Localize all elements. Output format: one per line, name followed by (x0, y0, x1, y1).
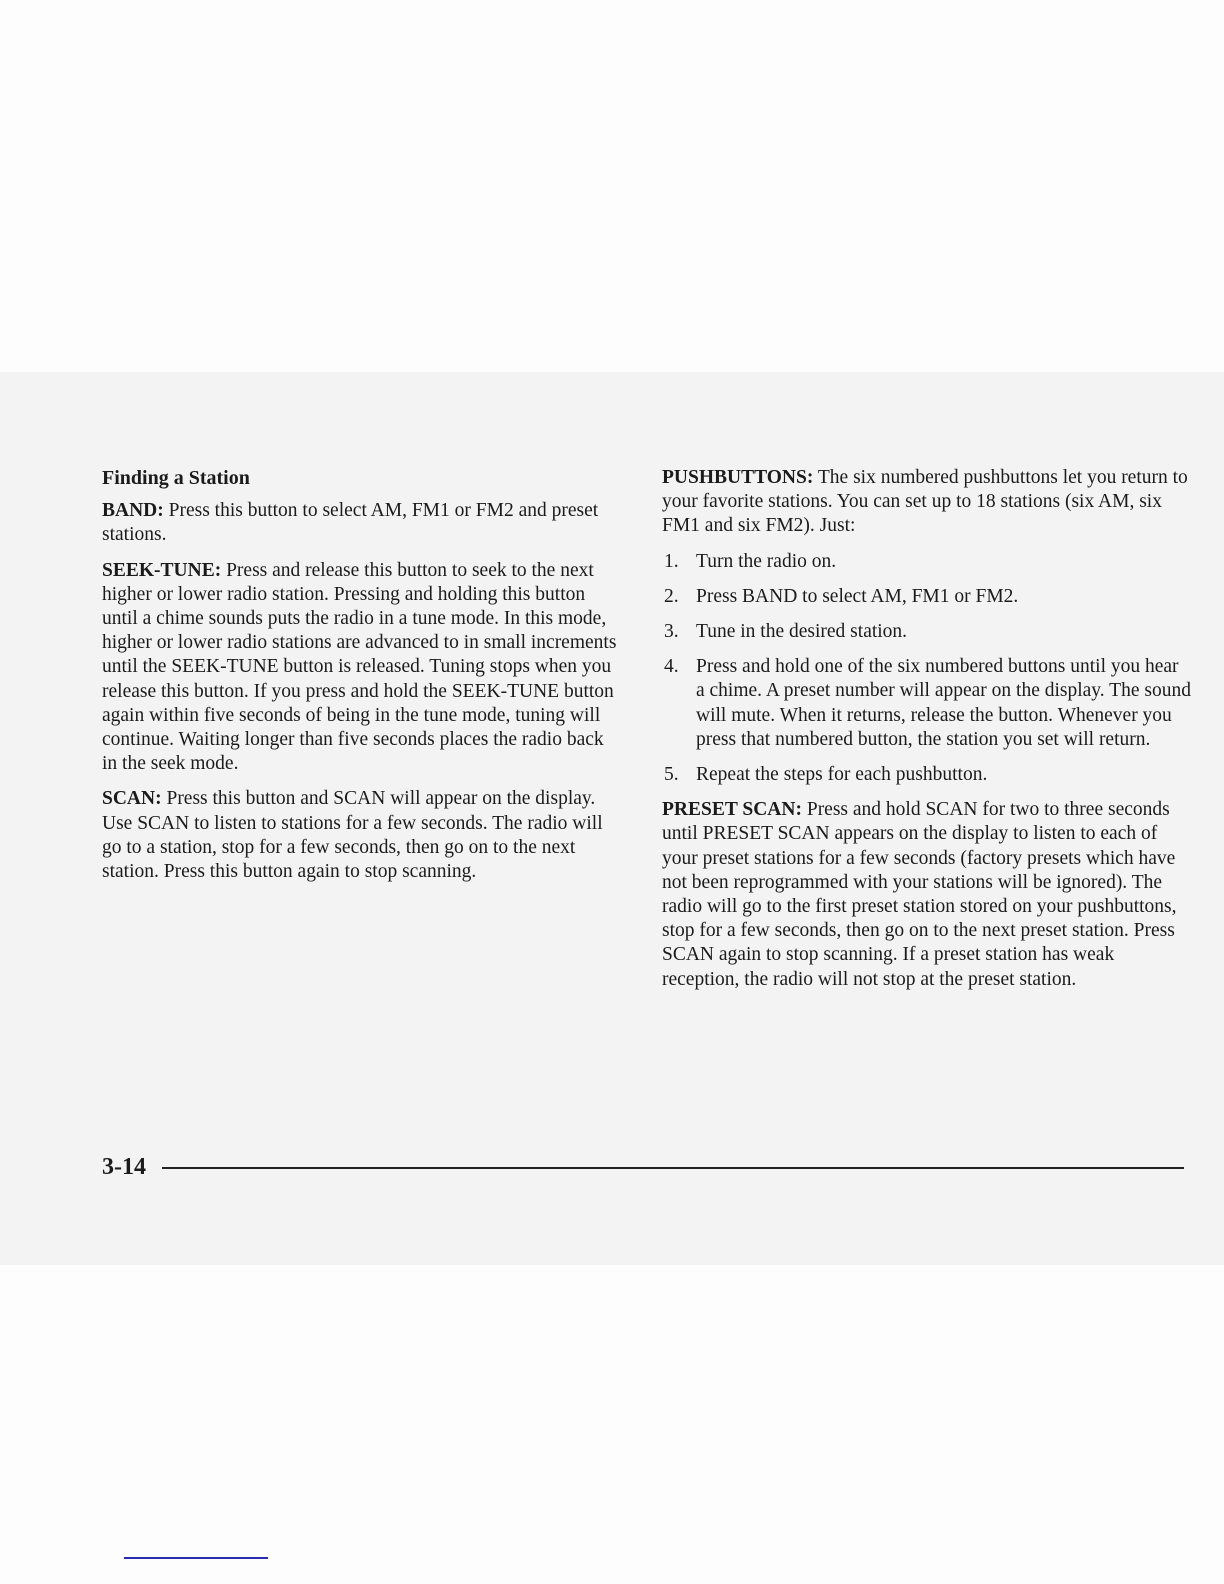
steps-list (662, 550, 1192, 788)
preset-scan-text: Press and hold SCAN for two to three seconds until PRESET SCAN appears on the display to listen to each of your preset stations for a few seconds (factory presets which have not been reprogrammed with your stations will be ignored). The radio will go to the first preset station stored on your pushbuttons, stop for a few seconds, then go on to the next preset station. Press SCAN again to stop scanning. If a preset station has weak reception, the radio will not stop at the preset station. (662, 799, 1177, 990)
scan-label: SCAN: (102, 788, 162, 810)
scan-paragraph (102, 787, 622, 884)
step-number: 3. (664, 621, 679, 643)
band-paragraph (102, 499, 622, 547)
list-item (662, 550, 1192, 574)
list-item (662, 585, 1192, 609)
footer-rule (162, 1167, 1184, 1169)
step-text: Turn the radio on. (696, 550, 837, 572)
step-text: Press BAND to select AM, FM1 or FM2. (696, 585, 1019, 607)
step-number: 5. (664, 764, 679, 786)
bottom-divider (124, 1557, 268, 1559)
scan-text: Press this button and SCAN will appear on the display. Use SCAN to listen to stations for a few seconds. The radio will go to a station, stop for a few seconds, then go on to the next station. Press this button again to stop scanning. (102, 788, 603, 883)
step-text: Tune in the desired station. (696, 621, 908, 643)
band-label: BAND: (102, 500, 164, 522)
list-item (662, 620, 1192, 644)
list-item (662, 763, 1192, 787)
step-number: 1. (664, 550, 679, 572)
step-text: Repeat the steps for each pushbutton. (696, 764, 988, 786)
left-column (102, 466, 622, 895)
pushbuttons-label: PUSHBUTTONS: (662, 467, 814, 488)
page-footer (102, 1152, 1184, 1182)
preset-scan-paragraph (662, 798, 1192, 992)
step-number: 4. (664, 656, 679, 678)
seek-tune-paragraph (102, 559, 622, 777)
pushbuttons-text: The six numbered pushbuttons let you return to your favorite stations. You can set up to 18 stations (six AM, six FM1 and six FM2). Just: (662, 467, 1188, 537)
step-number: 2. (664, 585, 679, 607)
seek-tune-text: Press and release this button to seek to the next higher or lower radio station. Pressing and holding this button until a chime sounds puts the radio in a tune mode. In this mode, higher or lower radio stations are advanced to in small increments until the SEEK-TUNE button is released. Tuning stops when you release this button. If you press and hold the SEEK-TUNE button again within five seconds of being in the tune mode, tuning will continue. Waiting longer than five seconds places the radio back in the seek mode. (102, 559, 617, 775)
page-number: 3-14 (102, 1154, 146, 1180)
preset-scan-label: PRESET SCAN: (662, 799, 802, 821)
pushbuttons-paragraph (662, 466, 1192, 539)
step-text: Press and hold one of the six numbered buttons until you hear a chime. A preset number will appear on the display. The sound will mute. When it returns, release the button. Whenever you press that numbered button, the station you set will return. (696, 656, 1191, 750)
seek-tune-label: SEEK-TUNE: (102, 559, 222, 581)
section-heading: Finding a Station (102, 467, 250, 489)
right-column (662, 466, 1192, 1003)
band-text: Press this button to select AM, FM1 or FM2 and preset stations. (102, 500, 599, 546)
list-item (662, 655, 1192, 752)
